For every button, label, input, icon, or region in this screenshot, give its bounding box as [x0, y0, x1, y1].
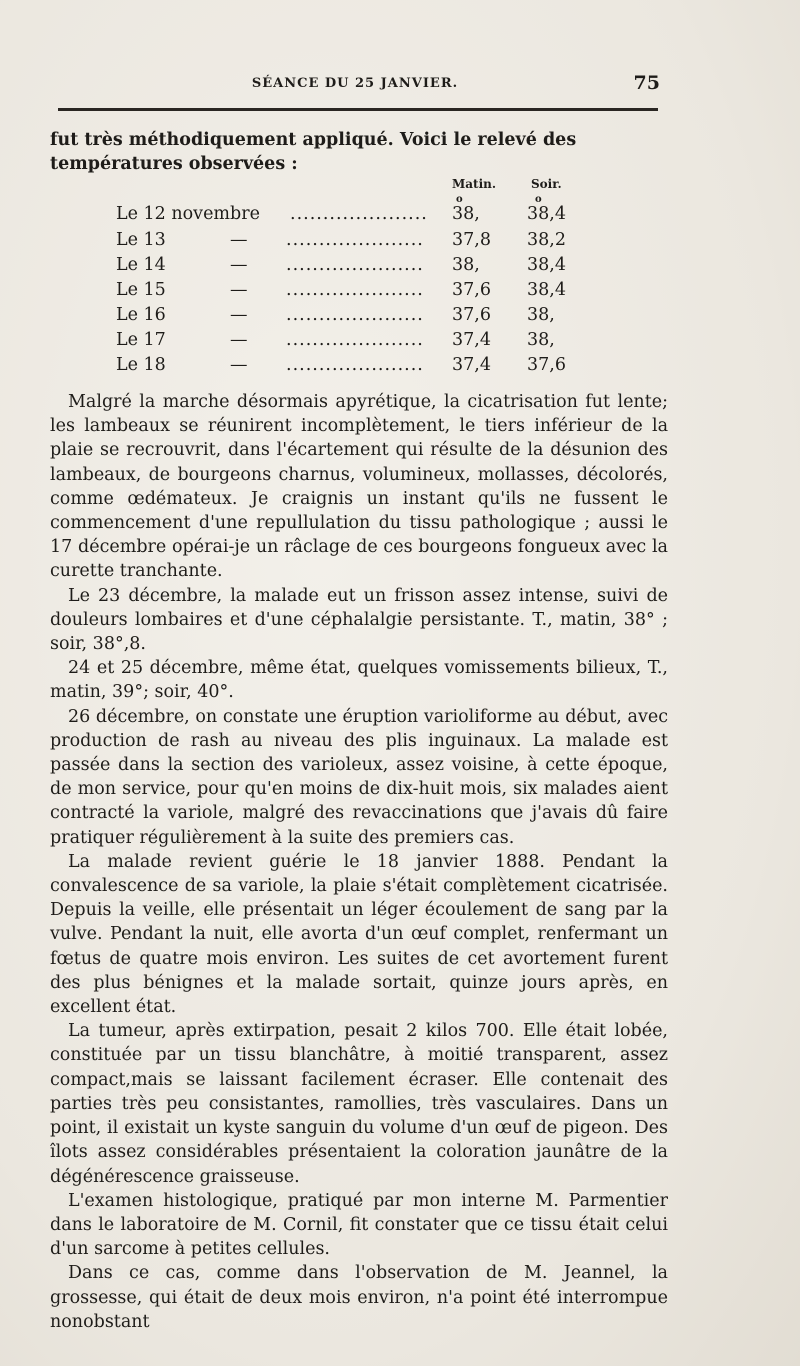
row-matin: 37,8: [452, 230, 491, 250]
row-dash: —: [230, 280, 248, 300]
row-soir: 38,4: [527, 204, 566, 224]
leader-dots: .....................: [286, 230, 424, 250]
row-matin: 37,4: [452, 355, 491, 375]
table-row: [0, 305, 800, 329]
row-soir: 38,: [527, 305, 555, 325]
row-dash: —: [230, 255, 248, 275]
paragraph: L'examen histologique, pratiqué par mon interne M. Parmentier dans le laboratoire de M. Cornil, fit constater que ce tissu était celui d'un sarcome à petites cellules.: [50, 1190, 668, 1260]
table-row: [0, 330, 800, 354]
row-day: Le 12 novembre: [116, 204, 260, 224]
row-matin: 38,: [452, 255, 480, 275]
column-header-matin: Matin.: [452, 177, 497, 191]
row-day: Le 17: [116, 330, 166, 350]
row-soir: 38,2: [527, 230, 566, 250]
table-row: [0, 255, 800, 279]
table-row: [0, 230, 800, 254]
row-day: Le 16: [116, 305, 166, 325]
degree-mark-soir: o: [535, 194, 542, 205]
row-dash: —: [230, 230, 248, 250]
paragraph: Dans ce cas, comme dans l'observation de M. Jeannel, la grossesse, qui était de deux mois environ, n'a point été interrompue nonobstant: [50, 1263, 668, 1332]
table-row: [0, 204, 800, 228]
intro-sentence: fut très méthodiquement appliqué. Voici le relevé des températures observées :: [50, 130, 577, 174]
row-dash: —: [230, 355, 248, 375]
row-soir: 37,6: [527, 355, 566, 375]
row-matin: 37,6: [452, 280, 491, 300]
column-header-soir: Soir.: [531, 177, 562, 191]
header-title: SÉANCE DU 25 JANVIER.: [251, 76, 459, 91]
row-day: Le 14: [116, 255, 166, 275]
paragraph: Malgré la marche désormais apyrétique, la cicatrisation fut lente; les lambeaux se réunirent incomplètement, le tiers inférieur de la plaie se recrouvrit, dans l'écartement qui résulte de la désunion des lambeaux, de bourgeons charnus, volumineux, mollasses, décolorés, comme œdémateux. Je craignis un instant qu'ils ne fussent le commencement d'une repullulation du tissu pathologique ; aussi le 17 décembre opérai-je un râclage de ces bourgeons fongueux avec la curette tranchante.: [50, 392, 668, 582]
paragraph: 26 décembre, on constate une éruption varioliforme au début, avec production de rash au niveau des plis inguinaux. La malade est passée dans la section des varioleux, assez voisine, à cette époque, de mon service, pour qu'en moins de dix-huit mois, six malades aient contracté la variole, malgré des revaccinations que j'avais dû faire pratiquer régulièrement à la suite des premiers cas.: [50, 706, 668, 848]
leader-dots: .....................: [286, 255, 424, 275]
row-day: Le 18: [116, 355, 166, 375]
degree-mark-matin: o: [456, 194, 463, 205]
leader-dots: .....................: [286, 330, 424, 350]
paragraph: La malade revient guérie le 18 janvier 1888. Pendant la convalescence de sa variole, la plaie s'était complètement cicatrisée. Depuis la veille, elle présentait un léger écoulement de sang par la vulve. Pendant la nuit, elle avorta d'un œuf complet, renfermant un fœtus de quatre mois environ. Les suites de cet avortement furent des plus bénignes et la malade sortait, quinze jours après, en excellent état.: [50, 851, 668, 1018]
row-matin: 37,4: [452, 330, 491, 350]
row-matin: 38,: [452, 204, 480, 224]
paragraph: 24 et 25 décembre, même état, quelques vomissements bilieux, T., matin, 39°; soir, 40°.: [50, 658, 668, 703]
body-text: [50, 390, 668, 1334]
row-matin: 37,6: [452, 305, 491, 325]
row-dash: —: [230, 330, 248, 350]
paragraph: Le 23 décembre, la malade eut un frisson assez intense, suivi de douleurs lombaires et d'une céphalalgie persistante. T., matin, 38° ; soir, 38°,8.: [50, 585, 668, 655]
row-soir: 38,: [527, 330, 555, 350]
leader-dots: .....................: [286, 305, 424, 325]
leader-dots: .....................: [290, 204, 428, 224]
leader-dots: .....................: [286, 280, 424, 300]
temperature-table: [0, 0, 800, 380]
row-dash: —: [230, 305, 248, 325]
row-day: Le 15: [116, 280, 166, 300]
table-row: [0, 355, 800, 379]
row-soir: 38,4: [527, 255, 566, 275]
table-row: [0, 280, 800, 304]
row-day: Le 13: [116, 230, 166, 250]
page-number: 75: [633, 72, 660, 94]
leader-dots: .....................: [286, 355, 424, 375]
row-soir: 38,4: [527, 280, 566, 300]
paragraph: La tumeur, après extirpation, pesait 2 kilos 700. Elle était lobée, constituée par un tissu blanchâtre, à moitié transparent, assez compact,mais se laissant facilement écraser. Elle contenait des parties très peu consistantes, ramollies, très vasculaires. Dans un point, il existait un kyste sanguin du volume d'un œuf de pigeon. Des îlots assez considérables présentaient la coloration jaunâtre de la dégénérescence graisseuse.: [50, 1021, 668, 1187]
